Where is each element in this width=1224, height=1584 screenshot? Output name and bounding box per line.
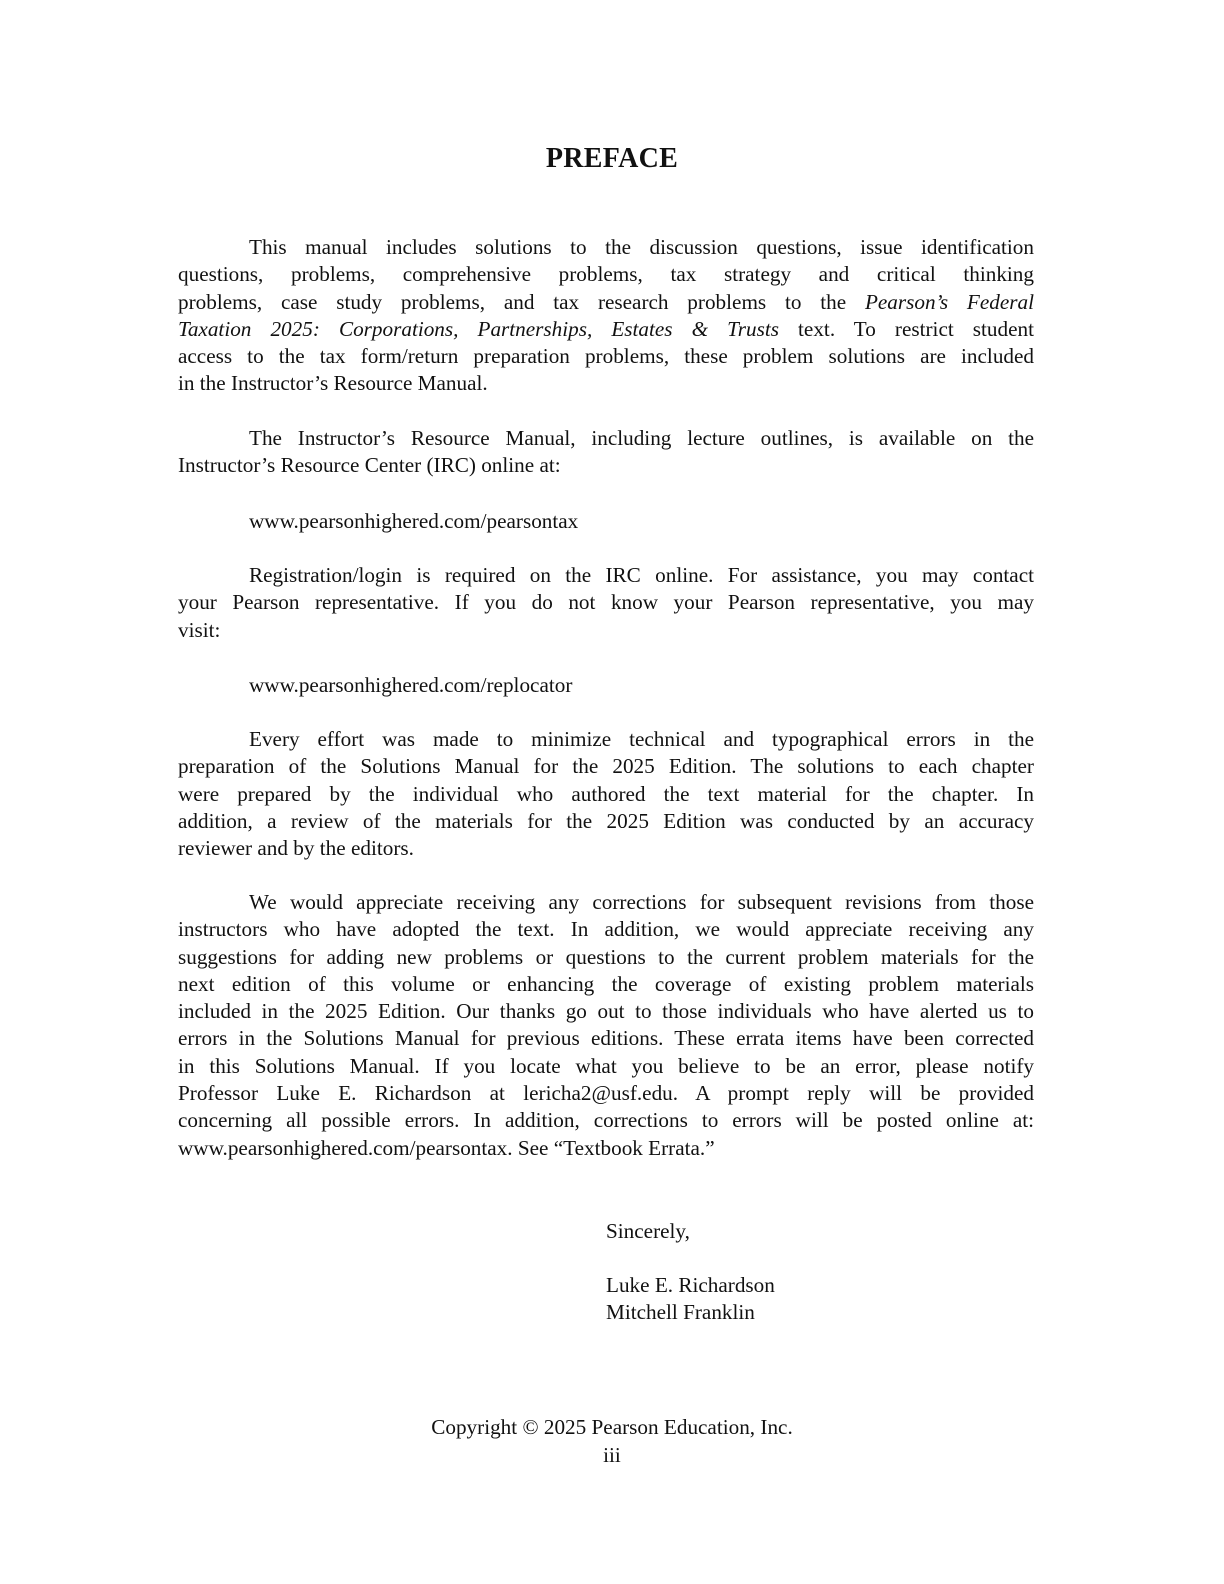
text-run: text. To restrict student	[778, 316, 1034, 341]
paragraph-line: in this Solutions Manual. If you locate what you believe to be an error, please notify	[178, 1053, 1034, 1078]
paragraph-line: next edition of this volume or enhancing the coverage of existing problem materials	[178, 971, 1034, 996]
paragraph-line: Instructor’s Resource Center (IRC) online at:	[178, 453, 561, 478]
paragraph-line: Every effort was made to minimize technical and typographical errors in the	[249, 727, 1034, 751]
paragraph-line: visit:	[178, 617, 221, 642]
paragraph-line	[178, 316, 1034, 343]
paragraph-line: Registration/login is required on the IRC online. For assistance, you may contact	[249, 563, 1034, 587]
paragraph-line: errors in the Solutions Manual for previous editions. These errata items have been corrected	[178, 1026, 1034, 1051]
paragraph-line: www.pearsonhighered.com/pearsontax. See “Textbook Errata.”	[178, 1135, 715, 1160]
replocator-url-link[interactable]: www.pearsonhighered.com/replocator	[249, 673, 573, 697]
paragraph-corrections	[178, 889, 1034, 1162]
paragraph-irc	[178, 425, 1034, 480]
paragraph-line: This manual includes solutions to the discussion questions, issue identification	[249, 235, 1034, 259]
text-run: problems, case study problems, and tax research problems to the	[178, 289, 865, 314]
paragraph-line: questions, problems, comprehensive problems, tax strategy and critical thinking	[178, 262, 1034, 287]
paragraph-line: your Pearson representative. If you do not know your Pearson representative, you may	[178, 590, 1034, 615]
paragraph-line: We would appreciate receiving any corrections for subsequent revisions from those	[249, 890, 1034, 914]
closing-salutation: Sincerely,	[606, 1219, 690, 1243]
paragraph-registration	[178, 562, 1034, 644]
paragraph-intro	[178, 234, 1034, 398]
paragraph-line: were prepared by the individual who authored the text material for the chapter. In	[178, 781, 1034, 806]
paragraph-line	[178, 289, 1034, 316]
author-name: Luke E. Richardson	[606, 1273, 775, 1297]
book-title-italic: Taxation 2025: Corporations, Partnerships, Estates & Trusts	[178, 316, 779, 341]
paragraph-line: addition, a review of the materials for the 2025 Edition was conducted by an accuracy	[178, 808, 1034, 833]
paragraph-line: concerning all possible errors. In addition, corrections to errors will be posted online at:	[178, 1108, 1034, 1133]
irc-url-link[interactable]: www.pearsonhighered.com/pearsontax	[249, 509, 579, 533]
paragraph-line: in the Instructor’s Resource Manual.	[178, 371, 488, 396]
paragraph-line: instructors who have adopted the text. In addition, we would appreciate receiving any	[178, 917, 1034, 942]
copyright-notice: Copyright © 2025 Pearson Education, Inc.	[431, 1415, 793, 1439]
paragraph-line: suggestions for adding new problems or questions to the current problem materials for the	[178, 944, 1034, 969]
paragraph-line: access to the tax form/return preparation problems, these problem solutions are included	[178, 344, 1034, 369]
paragraph-line: preparation of the Solutions Manual for the 2025 Edition. The solutions to each chapter	[178, 754, 1034, 779]
page-number: iii	[603, 1443, 621, 1467]
paragraph-line: included in the 2025 Edition. Our thanks go out to those individuals who have alerted us to	[178, 999, 1034, 1024]
book-title-italic: Pearson’s Federal	[864, 289, 1034, 314]
paragraph-line: reviewer and by the editors.	[178, 836, 414, 861]
paragraph-effort	[178, 726, 1034, 862]
paragraph-line: The Instructor’s Resource Manual, including lecture outlines, is available on the	[249, 426, 1034, 450]
page-title: PREFACE	[545, 143, 679, 174]
author-name: Mitchell Franklin	[606, 1300, 755, 1324]
paragraph-line: Professor Luke E. Richardson at lericha2@usf.edu. A prompt reply will be provided	[178, 1081, 1034, 1106]
